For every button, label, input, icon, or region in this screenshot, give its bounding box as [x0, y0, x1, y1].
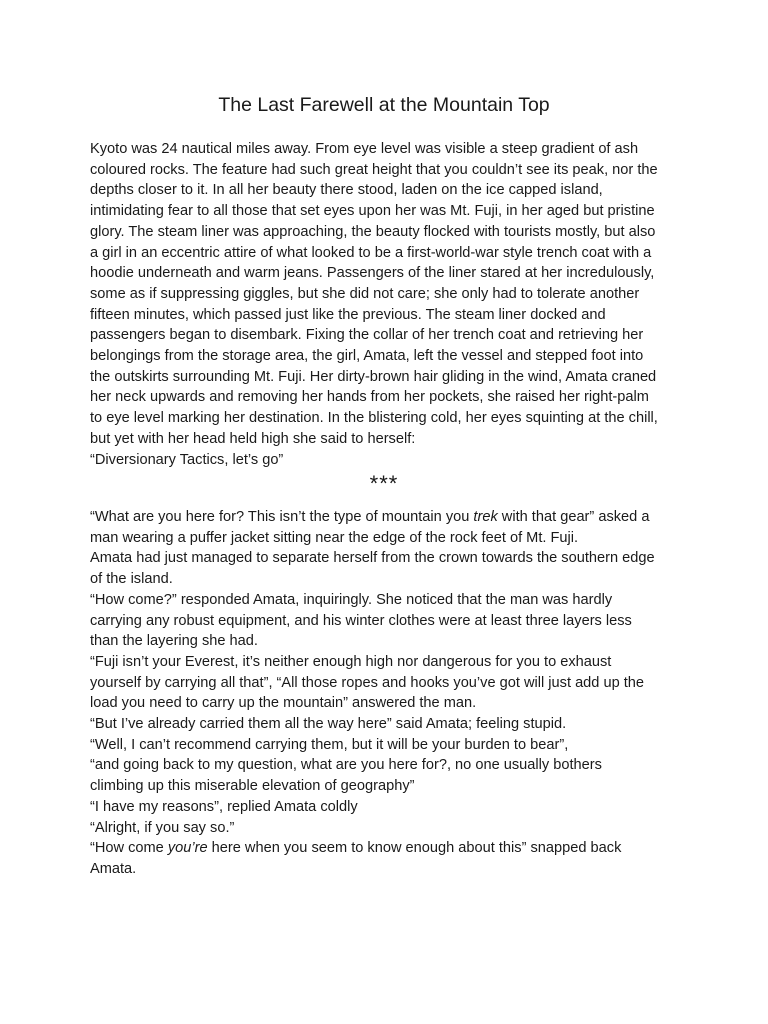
text-line: fifteen minutes, which passed just like the previous. The steam liner docked and	[90, 306, 606, 323]
text-line	[90, 590, 690, 611]
text-segment: with that gear” asked a	[497, 509, 650, 525]
text-segment: here when you seem to know enough about this” snapped back	[207, 840, 622, 857]
text-line	[90, 652, 690, 673]
text-line	[90, 548, 690, 569]
emphasized-word: you’re	[167, 840, 208, 857]
text-segment: “Well, I can’t recommend carrying them, but it will be your burden to bear”,	[90, 736, 569, 753]
text-line: coloured rocks. The feature had such great height that you couldn’t see its peak, nor the	[90, 161, 658, 178]
text-line: Kyoto was 24 nautical miles away. From eye level was visible a steep gradient of ash	[90, 141, 639, 157]
text-segment: “How come	[90, 840, 168, 857]
text-segment: climbing up this miserable elevation of geography”	[90, 778, 415, 795]
text-line: glory. The steam liner was approaching, the beauty flocked with tourists mostly, but also	[90, 223, 656, 240]
text-line	[90, 528, 690, 549]
text-segment: “But I’ve already carried them all the way here” said Amata; feeling stupid.	[90, 716, 567, 733]
text-line: the outskirts surrounding Mt. Fuji. Her dirty-brown hair gliding in the wind, Amata craned	[90, 368, 657, 385]
text-segment: “Alright, if you say so.”	[90, 819, 235, 836]
text-line	[90, 776, 690, 797]
text-segment: than the layering she had.	[90, 633, 258, 650]
text-segment: “I have my reasons”, replied Amata coldly	[90, 798, 358, 815]
narrative-section	[90, 139, 690, 470]
text-line: depths closer to it. In all her beauty there stood, laden on the ice capped island,	[90, 182, 603, 199]
text-line: intimidating fear to all those that set eyes upon her was Mt. Fuji, in her aged but pristine	[90, 203, 655, 220]
text-segment: “How come?” responded Amata, inquiringly. She noticed that the man was hardly	[90, 591, 613, 608]
section-separator: ***	[369, 471, 399, 496]
emphasized-word: trek	[473, 509, 498, 525]
text-line: to eye level marking her destination. In the blistering cold, her eyes squinting at the chill,	[90, 410, 658, 427]
text-line	[90, 735, 690, 756]
text-line	[90, 838, 690, 859]
text-segment: of the island.	[90, 571, 173, 588]
text-line: but yet with her head held high she said to herself:	[90, 430, 416, 447]
text-segment: yourself by carrying all that”, “All those ropes and hooks you’ve got will just add up the	[90, 674, 645, 691]
text-line	[90, 797, 690, 818]
text-segment: “What are you here for? This isn’t the type of mountain you	[90, 509, 474, 525]
text-line	[90, 818, 690, 839]
text-segment: carrying any robust equipment, and his winter clothes were at least three layers less	[90, 612, 632, 629]
text-line: hoodie underneath and warm jeans. Passengers of the liner stared at her incredulously,	[90, 265, 655, 282]
text-line: belongings from the storage area, the girl, Amata, left the vessel and stepped foot into	[90, 348, 644, 365]
text-line	[90, 714, 690, 735]
text-line: a girl in an eccentric attire of what looked to be a first-world-war style trench coat with a	[90, 244, 652, 261]
text-line: “Diversionary Tactics, let’s go”	[90, 451, 284, 468]
text-segment: “Fuji isn’t your Everest, it’s neither enough high nor dangerous for you to exhaust	[90, 653, 612, 670]
text-segment: man wearing a puffer jacket sitting near the edge of the rock feet of Mt. Fuji.	[90, 529, 579, 546]
text-line	[90, 859, 690, 880]
text-line: some as if suppressing giggles, but she did not care; she only had to tolerate another	[90, 285, 640, 302]
text-line	[90, 631, 690, 652]
text-line	[90, 673, 690, 694]
text-line: passengers began to disembark. Fixing the collar of her trench coat and retrieving her	[90, 327, 644, 344]
text-line	[90, 507, 690, 528]
text-segment: load you need to carry up the mountain” answered the man.	[90, 695, 477, 712]
text-line	[90, 693, 690, 714]
text-line: her neck upwards and removing her hands from her pockets, she raised her right-palm	[90, 389, 649, 406]
dialogue-section	[90, 507, 690, 880]
text-line	[90, 611, 690, 632]
document-title: The Last Farewell at the Mountain Top	[218, 94, 550, 116]
text-line	[90, 755, 690, 776]
text-segment: “and going back to my question, what are you here for?, no one usually bothers	[90, 757, 602, 774]
text-segment: Amata had just managed to separate herself from the crown towards the southern edge	[90, 550, 655, 567]
text-line	[90, 569, 690, 590]
text-segment: Amata.	[90, 860, 137, 877]
